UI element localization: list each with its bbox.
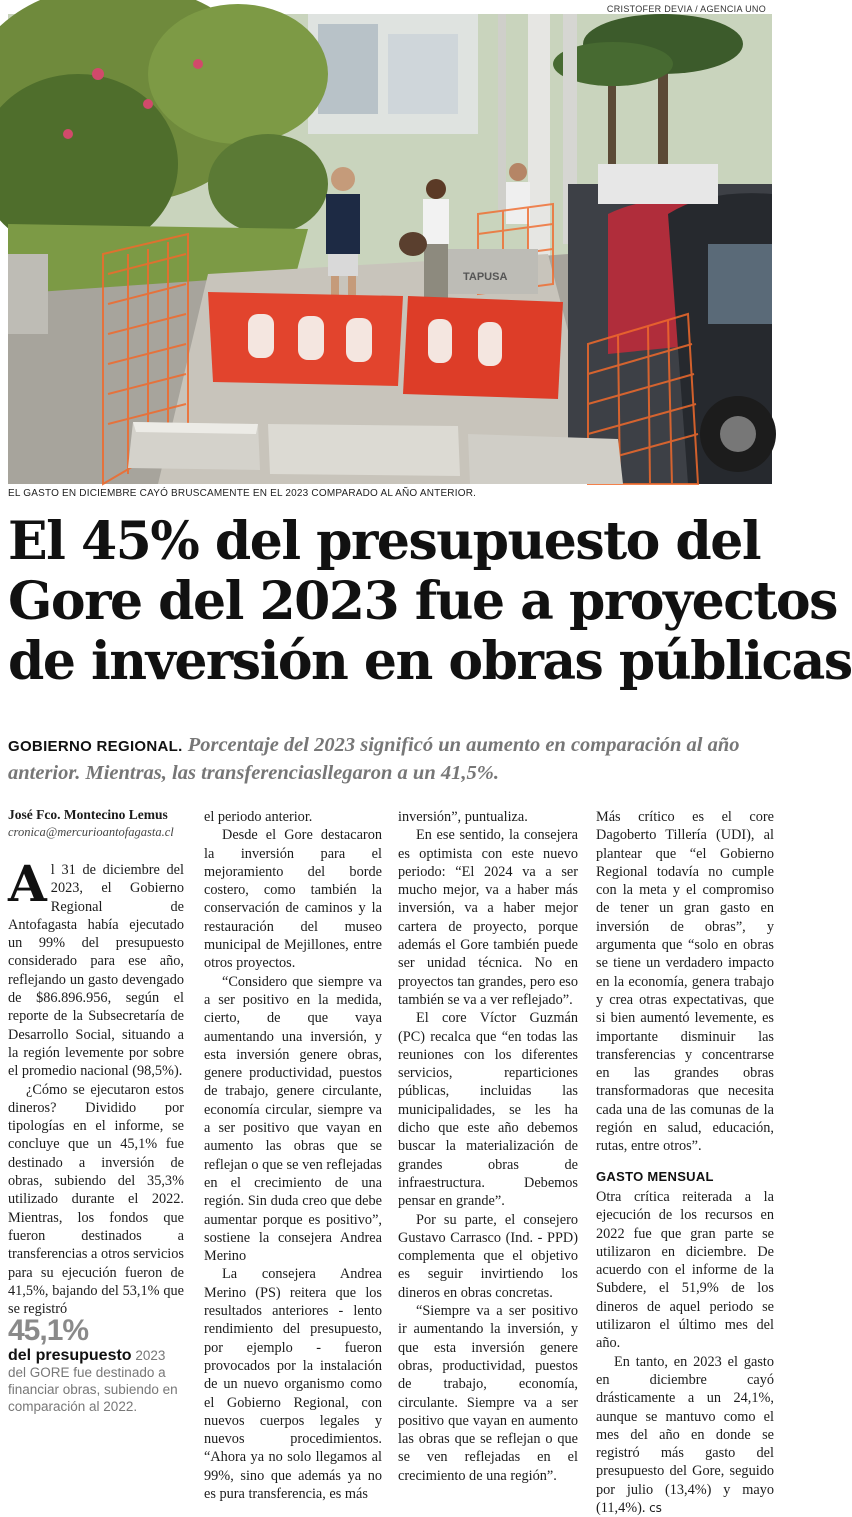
- article-photo: [8, 14, 772, 484]
- photo-caption: EL GASTO EN DICIEMBRE CAYÓ BRUSCAMENTE EN EL 2023 COMPARADO AL AÑO ANTERIOR.: [8, 488, 477, 499]
- headline-line-1: El 45% del presupuesto del: [8, 511, 761, 572]
- lead-paragraph: [8, 732, 772, 786]
- construction-scene-illustration: [8, 14, 772, 484]
- body-paragraph: Por su parte, el consejero Gustavo Carrasco (Ind. - PPD) complementa que el objetivo es seguir invirtiendo los dineros en obras concretas.: [398, 1211, 578, 1301]
- byline-author: José Fco. Montecino Lemus: [8, 807, 168, 822]
- body-paragraph: La consejera Andrea Merino (PS) reitera que los resultados anteriores - lento rendimiento del presupuesto, por ejemplo - fueron provocados por la instalación de un nuevo organismo como el Gobierno Regional, con nuevos cuerpos legales y nuevos procedimientos. “Ahora ya no solo llegamos al 99%, sino que además ya no es pura transferencia, es más: [204, 1266, 382, 1502]
- body-paragraph: En tanto, en 2023 el gasto en diciembre cayó drásticamente a un 24,1%, aunque se mantuvo como el mes del año en donde se registró más gasto del presupuesto del Gore, seguido por julio (13,4%) y mayo (11,4%). cs: [596, 1353, 774, 1516]
- section-tag: GOBIERNO REGIONAL.: [8, 738, 183, 755]
- stat-text: del GORE fue destinado a financiar obras, subiendo en comparación al 2022.: [8, 1365, 178, 1414]
- column-3: [398, 808, 578, 1485]
- headline: [8, 511, 852, 692]
- body-paragraph: ¿Cómo se ejecutaron estos dineros? Dividido por tipologías en el informe, se concluye que un 45,1% fue destinado a inversión de obras, subiendo del 35,3% utilizado durante el 2022. Mientras, los fondos que fueron destinados a transferencias a otros servicios para su ejecución fueron de 41,5%, bajando del 53,1% que se registró: [8, 1081, 184, 1318]
- column-2: [204, 808, 382, 1503]
- body-paragraph: Desde el Gore destacaron la inversión para el mejoramiento del borde costero, como también la conservación de caminos y la restauración del museo municipal de Mejillones, entre otros proyectos.: [204, 827, 382, 972]
- body-paragraph: “Siempre va a ser positivo ir aumentando la inversión, y que esta inversión genere obras, productividad, puestos de trabajo, economía, circulante. Siempre va a ser positivo que vayan en aumento las obras que se reflejan o que se ven reflejadas en el crecimiento de una región”.: [398, 1303, 578, 1484]
- body-paragraph: El core Víctor Guzmán (PC) recalca que “en todas las reuniones con los diferentes servicios, reparticiones públicas, incluidas las municipalidades, se les ha dicho que este año debemos buscar la materialización de grandes obras de infraestructura. Debemos pensar en grande”.: [398, 1010, 578, 1210]
- stat-year: 2023: [135, 1348, 166, 1363]
- body-paragraph: Más crítico es el core Dagoberto Tillería (UDI), al plantear que “el Gobierno Regional todavía no cumple con la meta y el compromiso de tener un gran gasto en inversión de obras”, y argumenta que “solo en obras se tiene un verdadero impacto en la economía, genera trabajo y crea otras expectativas, que si bien aumentó levemente, es importante disminuir las transferencias y concentrarse en las grandes obras transformadoras que necesita cada una de las comunas de la región en salud, educación, rutas, entre otros”.: [596, 809, 774, 1155]
- drop-cap: A: [8, 854, 47, 913]
- body-paragraph: Al 31 de diciembre del 2023, el Gobierno Regional de Antofagasta había ejecutado un 99% del presupuesto considerado para ese año, reflejando un gasto devengado de $86.896.956, según el reporte de la Subsecretaría de Desarrollo Social, situando a la región levemente por sobre el promedio nacional (98,5%).: [8, 854, 184, 1080]
- photo-credit: CRISTOFER DEVIA / AGENCIA UNO: [606, 4, 766, 14]
- highlight-stat: [8, 1315, 184, 1415]
- body-paragraph: En ese sentido, la consejera es optimista con este nuevo periodo: “El 2024 va a ser mucho mejor, va a haber más inversión, va a haber mejor cartera de proyecto, porque además el Gore también puede ser unidad técnica. No en proyectos tan grandes, pero eso también se va a ver reflejado”.: [398, 827, 578, 1008]
- body-paragraph: “Considero que siempre va a ser positivo en la medida, cierto, de que vaya aumentando una inversión, y esta inversión genere obras, genere productividad, puestos de trabajo, genere circulante, economía circular, siempre va a ser positivo que vayan en aumento las obras que se reflejan o que se ven reflejadas en el crecimiento de una región. Sin duda creo que debe aumentar porque es positivo”, sostiene la consejera Andrea Merino: [204, 973, 382, 1265]
- stat-label: del presupuesto: [8, 1347, 132, 1364]
- headline-line-2: Gore del 2023 fue a proyectos: [8, 571, 837, 632]
- body-paragraph: el periodo anterior.: [204, 809, 313, 825]
- barrier-text: TAPUSA: [463, 271, 508, 283]
- end-mark-icon: cs: [649, 1500, 662, 1515]
- body-paragraph: Otra crítica reiterada a la ejecución de los recursos en 2022 fue que gran parte se utilizaron en diciembre. De acuerdo con el informe de la Subdere, el 51,9% de los dineros de aquel periodo se utilizaron el último mes del año.: [596, 1188, 774, 1352]
- stat-description: [8, 1347, 184, 1415]
- column-4: [596, 808, 774, 1517]
- byline-email[interactable]: cronica@mercurioantofagasta.cl: [8, 825, 174, 839]
- column-1: [8, 806, 184, 1318]
- headline-line-3: de inversión en obras públicas: [8, 631, 852, 692]
- section-subhead: GASTO MENSUAL: [596, 1168, 714, 1184]
- body-paragraph: inversión”, puntualiza.: [398, 809, 528, 825]
- stat-value: 45,1%: [8, 1314, 89, 1347]
- lead-text: Porcentaje del 2023 significó un aumento en comparación al año anterior. Mientras, las transferenciasllegaron a un 41,5%.: [8, 734, 740, 784]
